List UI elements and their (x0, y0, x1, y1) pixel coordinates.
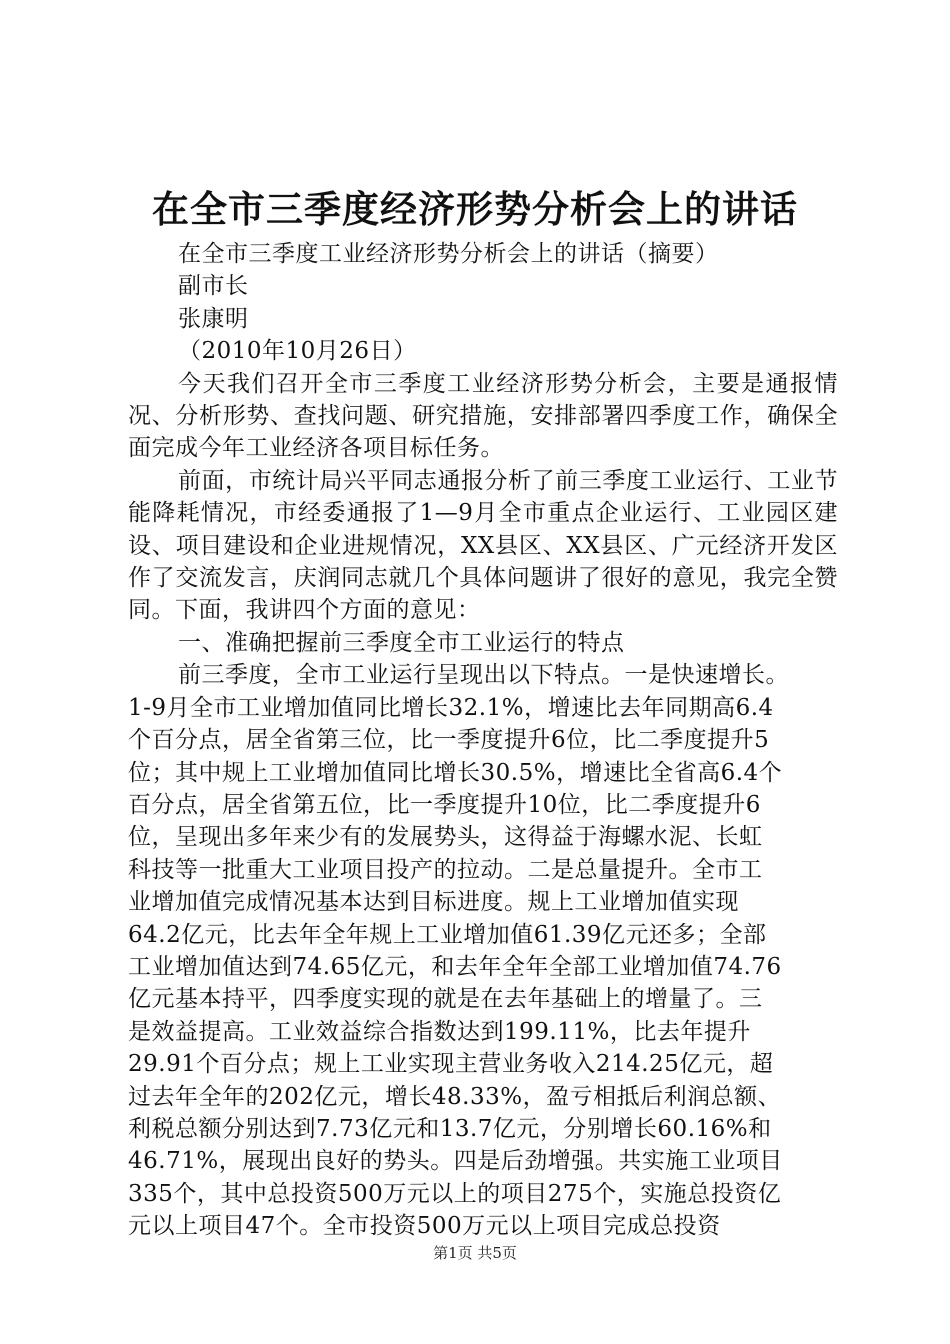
text-line: 工业增加值达到74.65亿元，和去年全年全部工业增加值74.76 (128, 953, 782, 980)
text-line: 位，呈现出多年来少有的发展势头，这得益于海螺水泥、长虹 (128, 824, 763, 851)
text-line: 是效益提高。工业效益综合指数达到199.11%，比去年提升 (128, 1018, 751, 1045)
text-line: 元以上项目47个。全市投资500万元以上项目完成总投资 (128, 1213, 721, 1240)
text-line: 1-9月全市工业增加值同比增长32.1%，增速比去年同期高6.4 (128, 694, 774, 721)
speech-date: （2010年10月26日） (178, 338, 417, 365)
paragraph: 今天我们召开全市三季度工业经济形势分析会，主要是通报情况、分析形势、查找问题、研究措施，安排部署四季度工作，确保全面完成今年工业经济各项目标任务。 (128, 370, 838, 462)
paragraph: 前面，市统计局兴平同志通报分析了前三季度工业运行、工业节能降耗情况，市经委通报了1—9月全市重点企业运行、工业园区建设、项目建设和企业进规情况，XX县区、XX县区、广元经济开发区作了交流发言，庆润同志就几个具体问题讲了很好的意见，我完全赞同。下面，我讲四个方面的意见： (128, 467, 838, 624)
speaker-position: 副市长 (178, 273, 249, 300)
text-line: 46.71%，展现出良好的势头。四是后劲增强。共实施工业项目 (128, 1148, 783, 1175)
text-line: 百分点，居全省第五位，比一季度提升10位，比二季度提升6 (128, 791, 761, 818)
text-line: 利税总额分别达到7.73亿元和13.7亿元，分别增长60.16%和 (128, 1115, 772, 1142)
subtitle: 在全市三季度工业经济形势分析会上的讲话（摘要） (178, 241, 719, 267)
section-heading: 一、准确把握前三季度全市工业运行的特点 (178, 629, 625, 656)
text-line: 个百分点，居全省第三位，比一季度提升6位，比二季度提升5 (128, 727, 770, 754)
text-line: 335个，其中总投资500万元以上的项目275个，实施总投资亿 (128, 1180, 782, 1207)
document-body (128, 238, 838, 1243)
text-line: 过去年全年的202亿元，增长48.33%，盈亏相抵后利润总额、 (128, 1083, 782, 1110)
text-line: 科技等一批重大工业项目投产的拉动。二是总量提升。全市工 (128, 856, 763, 883)
body-paragraph (128, 659, 838, 1242)
text-line: 业增加值完成情况基本达到目标进度。规上工业增加值实现 (128, 889, 739, 916)
text-line: 亿元基本持平，四季度实现的就是在去年基础上的增量了。三 (128, 986, 763, 1013)
text-line: 64.2亿元，比去年全年规上工业增加值61.39亿元还多；全部 (128, 921, 767, 948)
text-line: 前三季度，全市工业运行呈现出以下特点。一是快速增长。 (178, 662, 789, 689)
text-line: 位；其中规上工业增加值同比增长30.5%，增速比全省高6.4个 (128, 759, 783, 786)
text-line: 29.91个百分点；规上工业实现主营业务收入214.25亿元，超 (128, 1051, 774, 1078)
speaker-name: 张康明 (178, 305, 249, 332)
document-title: 在全市三季度经济形势分析会上的讲话 (152, 188, 798, 231)
page-footer: 第1页 共5页 (433, 1244, 517, 1262)
